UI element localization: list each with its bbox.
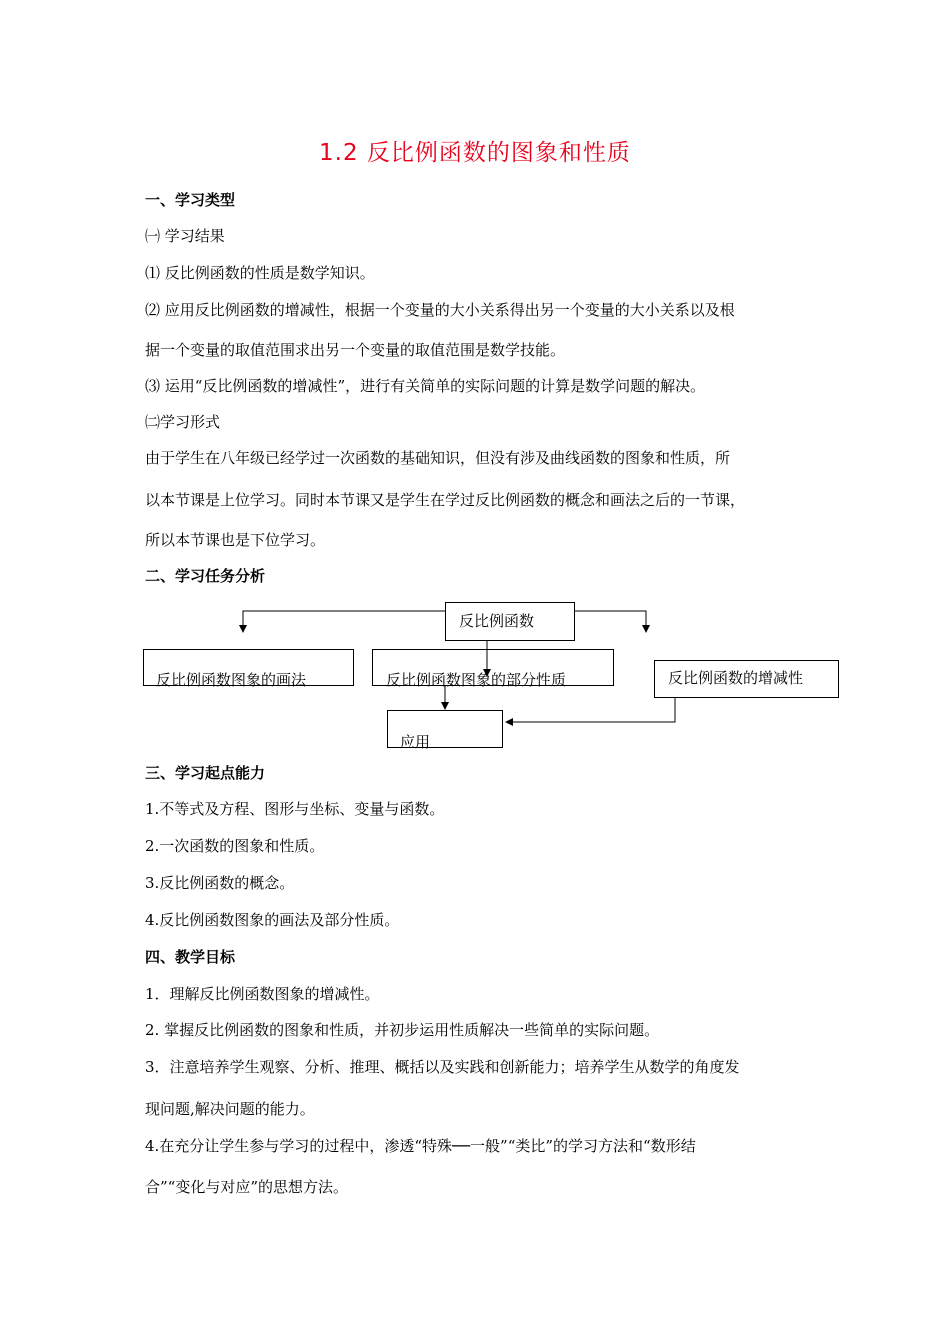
starting-ability-item: 1.不等式及方程、图形与坐标、变量与函数。 [145, 800, 445, 818]
diagram-box-left-label: 反比例函数图象的画法 [156, 671, 307, 689]
section-heading-4: 四、教学目标 [145, 948, 236, 966]
diagram-box-bottom [387, 710, 503, 751]
objective-item: 1．理解反比例函数图象的增减性。 [145, 985, 380, 1003]
starting-ability-item: 4.反比例函数图象的画法及部分性质。 [145, 911, 400, 929]
paragraph-line: 由于学生在八年级已经学过一次函数的基础知识，但没有涉及曲线函数的图象和性质，所 [145, 449, 731, 467]
subheading-learning-form: ㈡学习形式 [145, 413, 221, 431]
outcome-item: ⑴ 反比例函数的性质是数学知识。 [145, 264, 375, 282]
paragraph-line: 以本节课是上位学习。同时本节课又是学生在学过反比例函数的概念和画法之后的一节课， [145, 491, 746, 509]
diagram-box-middle-label: 反比例函数图象的部分性质 [386, 671, 567, 689]
section-heading-1: 一、学习类型 [145, 191, 236, 209]
diagram-box-right [654, 660, 839, 698]
objective-item: 4.在充分让学生参与学习的过程中，渗透“特殊──一般”“类比”的学习方法和“数形结 [145, 1137, 696, 1155]
diagram-box-bottom-label: 应用 [400, 733, 431, 751]
diagram-box-root-label: 反比例函数 [459, 612, 535, 630]
diagram-box-left [143, 649, 354, 689]
starting-ability-item: 3.反比例函数的概念。 [145, 874, 295, 892]
diagram-box-right-label: 反比例函数的增减性 [668, 669, 804, 687]
outcome-item: ⑵ 应用反比例函数的增减性，根据一个变量的大小关系得出另一个变量的大小关系以及根 [145, 301, 735, 319]
connector-right-to-bottom [506, 698, 675, 722]
objective-item: 3．注意培养学生观察、分析、推理、概括以及实践和创新能力；培养学生从数学的角度发 [145, 1058, 740, 1076]
outcome-item: ⑶ 运用“反比例函数的增减性”，进行有关简单的实际问题的计算是数学问题的解决。 [145, 377, 706, 395]
page-title: 1.2 反比例函数的图象和性质 [319, 140, 631, 166]
section-heading-3: 三、学习起点能力 [145, 764, 266, 782]
subheading-learning-outcome: ㈠ 学习结果 [145, 227, 225, 245]
outcome-item-continued: 据一个变量的取值范围求出另一个变量的取值范围是数学技能。 [145, 341, 566, 359]
paragraph-line: 所以本节课也是下位学习。 [145, 531, 326, 549]
connector-root-to-left [243, 611, 445, 632]
starting-ability-item: 2.一次函数的图象和性质。 [145, 837, 325, 855]
diagram-box-middle [372, 649, 614, 689]
section-heading-2: 二、学习任务分析 [145, 567, 266, 585]
objective-item-continued: 合”“变化与对应”的思想方法。 [145, 1178, 349, 1196]
objective-item: 2. 掌握反比例函数的图象和性质，并初步运用性质解决一些简单的实际问题。 [145, 1021, 660, 1039]
diagram-box-root [445, 602, 575, 641]
connector-root-to-right [574, 611, 646, 632]
objective-item-continued: 现问题,解决问题的能力。 [145, 1100, 315, 1118]
